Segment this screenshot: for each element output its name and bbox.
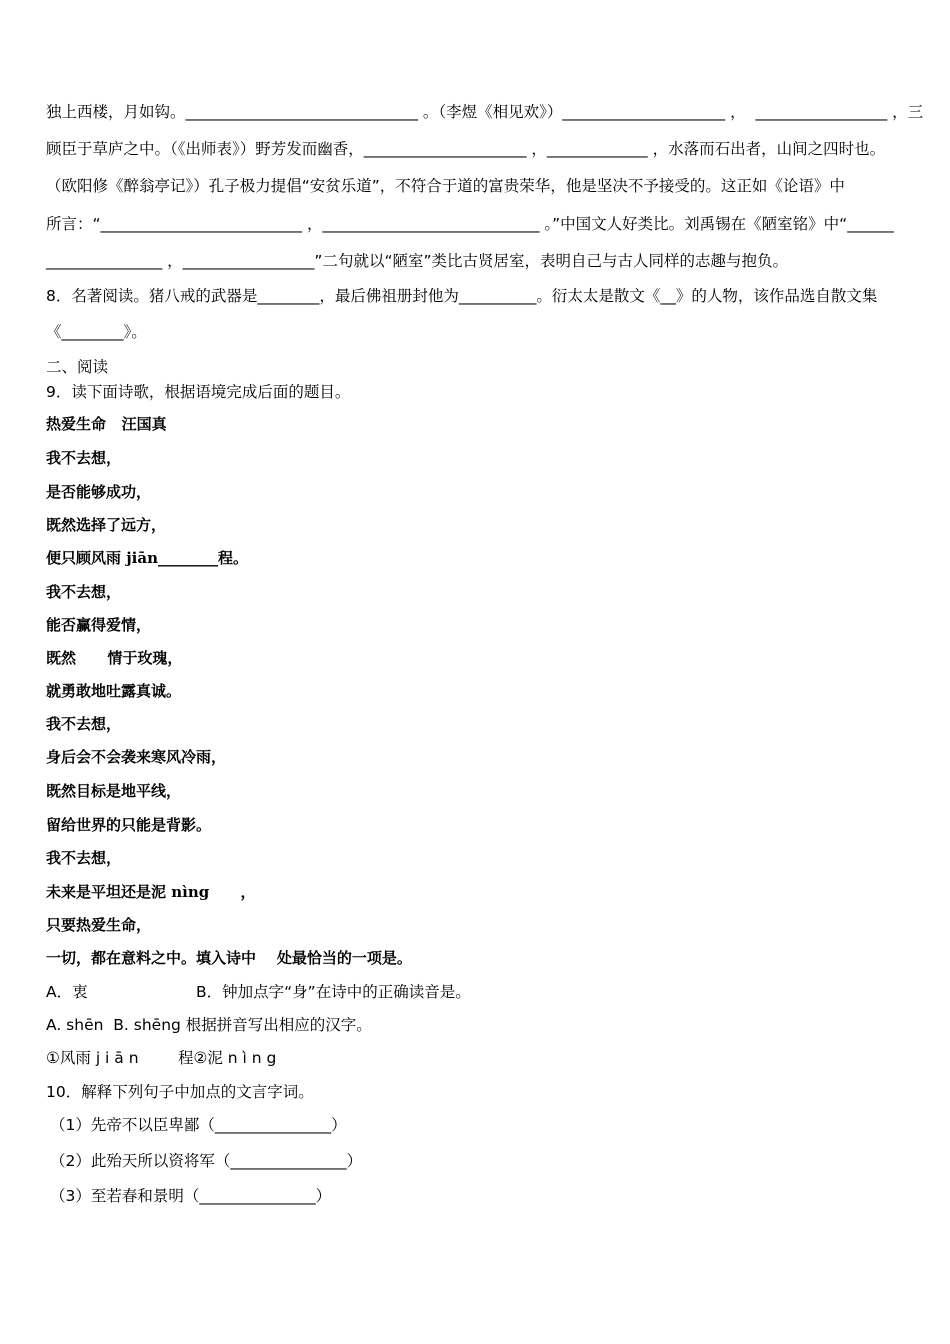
poem-line: 一切，都在意料之中。填入诗中 处最恰当的一项是。	[46, 949, 412, 967]
poem-line: 既然选择了远方，	[46, 516, 167, 534]
section-heading: 二、阅读	[46, 358, 109, 376]
poem-line: 便只顾风雨 jiān________程。	[46, 549, 248, 567]
poem-line: 未来是平坦还是泥 nìng ，	[46, 883, 256, 901]
text-line: 所言：“__________________________ ，____________________________ 。”中国文人好类比。刘禹锡在《陋室铭》中“______	[46, 215, 894, 233]
poem-line: 热爱生命 汪国真	[46, 415, 167, 433]
poem-line: 我不去想，	[46, 715, 122, 733]
sub-question: （2）此殆天所以资将军（_______________）	[50, 1152, 363, 1170]
poem-line: 是否能够成功，	[46, 483, 152, 501]
question-text: 《________》。	[46, 323, 147, 341]
poem-line: 既然 情于玫瑰，	[46, 649, 183, 667]
poem-line: 我不去想，	[46, 583, 122, 601]
text-line: 顾臣于草庐之中。（《出师表》）野芳发而幽香，_____________________ ，_____________ ，水落而石出者，山间之四时也。	[46, 140, 886, 158]
poem-line: 我不去想，	[46, 449, 122, 467]
answer-options: A．衷 B．钟加点字“身”在诗中的正确读音是。	[46, 983, 471, 1001]
poem-line: 我不去想，	[46, 849, 122, 867]
poem-line: 能否赢得爱情，	[46, 616, 152, 634]
text-line: 独上西楼，月如钩。______________________________ 。（李煜《相见欢》）_____________________ ， _________________ ，三	[46, 103, 924, 121]
question-prompt: 10．解释下列句子中加点的文言字词。	[46, 1083, 314, 1101]
question-text: 8．名著阅读。猪八戒的武器是________，最后佛祖册封他为__________。衍太太是散文《__》的人物，该作品选自散文集	[46, 287, 878, 305]
sub-question: （3）至若春和景明（_______________）	[50, 1187, 332, 1205]
poem-line: 只要热爱生命，	[46, 916, 152, 934]
poem-line: 身后会不会袭来寒风冷雨，	[46, 748, 227, 766]
text-line: （欧阳修《醉翁亭记》）孔子极力提倡“安贫乐道”，不符合于道的富贵荣华，他是坚决不予接受的。这正如《论语》中	[46, 177, 845, 195]
text-line: _______________ ，_________________”二句就以“陋室”类比古贤居室，表明自己与古人同样的志趣与抱负。	[46, 252, 789, 270]
question-prompt: 9．读下面诗歌，根据语境完成后面的题目。	[46, 383, 351, 401]
sub-question: （1）先帝不以臣卑鄙（_______________）	[50, 1116, 347, 1134]
poem-line: 就勇敢地吐露真诚。	[46, 682, 182, 700]
answer-options: A. shēn B. shēng 根据拼音写出相应的汉字。	[46, 1016, 372, 1034]
answer-options: ①风雨 j i ā n 程②泥 n ì n g	[46, 1049, 277, 1067]
poem-line: 留给世界的只能是背影。	[46, 816, 212, 834]
poem-line: 既然目标是地平线，	[46, 782, 182, 800]
